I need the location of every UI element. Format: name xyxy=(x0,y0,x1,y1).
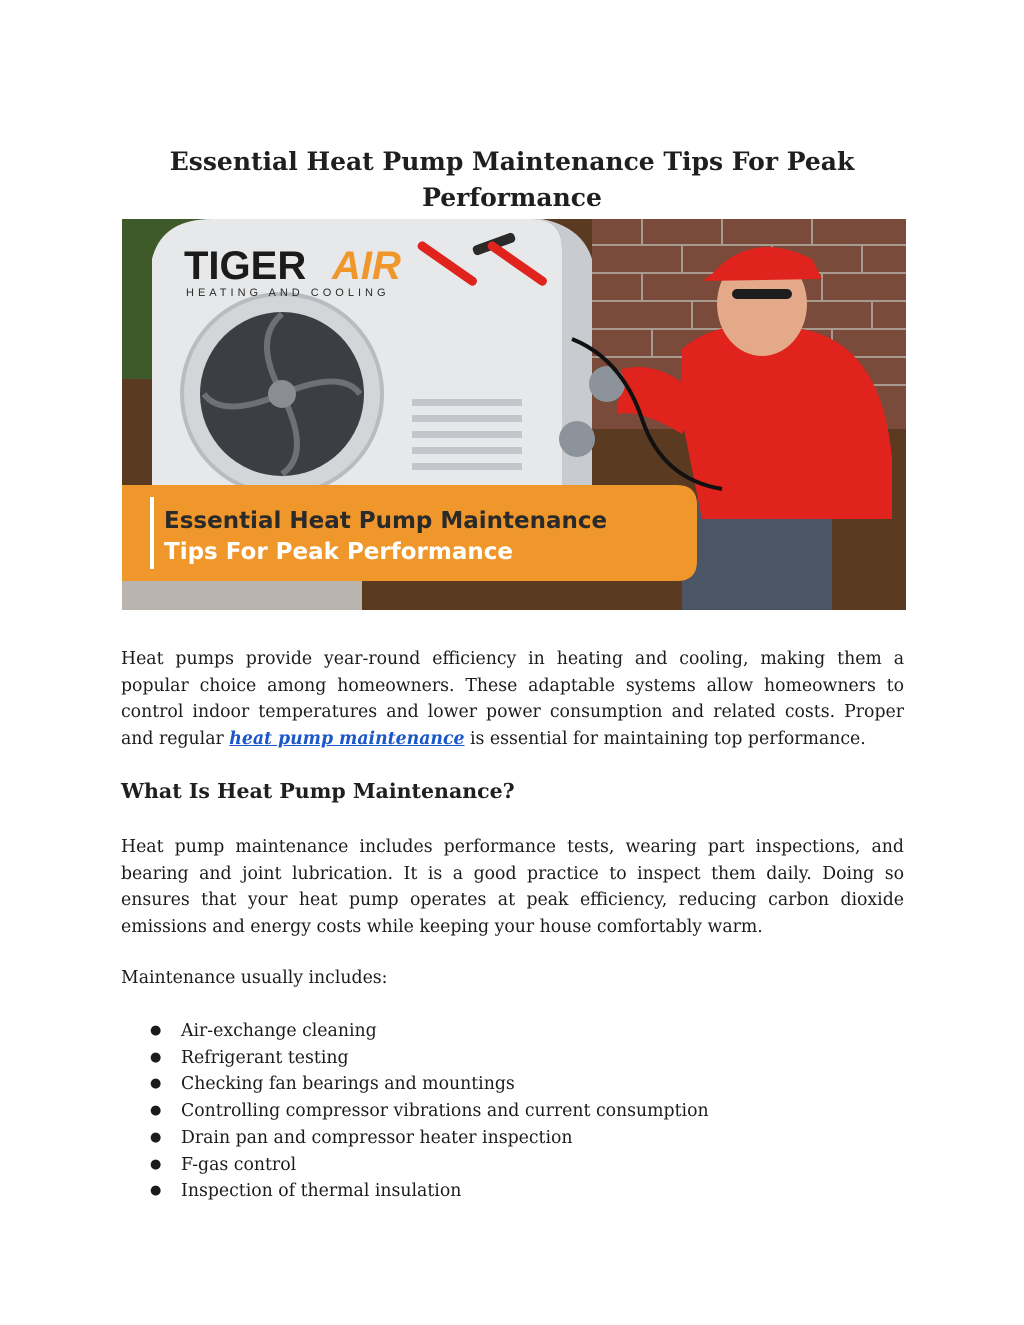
list-item-text: Refrigerant testing xyxy=(181,1047,349,1068)
bullet-icon: ● xyxy=(150,1103,162,1119)
logo-tagline: HEATING AND COOLING xyxy=(186,287,390,299)
intro-text-after: is essential for maintaining top performance. xyxy=(464,728,866,749)
logo-air-text: AIR xyxy=(332,244,401,288)
list-item xyxy=(150,1125,709,1152)
document-title: Essential Heat Pump Maintenance Tips For Peak Performance xyxy=(169,147,855,212)
hero-image xyxy=(122,219,906,610)
list-item-text: Controlling compressor vibrations and current consumption xyxy=(181,1101,709,1122)
list-item xyxy=(150,1178,709,1205)
list-item-text: F-gas control xyxy=(181,1154,297,1175)
banner-line-1: Essential Heat Pump Maintenance xyxy=(164,508,608,534)
company-logo xyxy=(184,244,401,299)
bullet-icon: ● xyxy=(150,1023,162,1038)
bullet-icon: ● xyxy=(150,1129,162,1145)
intro-paragraph xyxy=(121,646,904,752)
list-intro: Maintenance usually includes: xyxy=(121,968,388,988)
list-item-text: Checking fan bearings and mountings xyxy=(181,1074,515,1095)
intro-text-before: Heat pumps provide year-round efficiency in heating and cooling, making them a popular choice among homeowners. These adaptable systems allow homeowners to control indoor temperatures and lower power consumption and related costs. Proper and regular xyxy=(121,649,904,749)
logo-tiger-text: TIGER xyxy=(184,244,307,288)
list-item xyxy=(150,1152,709,1179)
list-item-text: Drain pan and compressor heater inspection xyxy=(181,1127,573,1148)
list-item xyxy=(150,1098,709,1125)
list-item xyxy=(150,1045,709,1072)
banner-line-2: Tips For Peak Performance xyxy=(164,539,513,565)
title-banner xyxy=(122,485,697,581)
list-item-text: Inspection of thermal insulation xyxy=(181,1181,462,1202)
bullet-icon: ● xyxy=(150,1156,162,1172)
list-item xyxy=(150,1018,709,1045)
section-heading: What Is Heat Pump Maintenance? xyxy=(121,779,515,803)
list-item xyxy=(150,1071,709,1098)
bullet-icon: ● xyxy=(150,1076,162,1092)
heat-pump-maintenance-link[interactable]: heat pump maintenance xyxy=(229,728,465,749)
list-item-text: Air-exchange cleaning xyxy=(181,1021,377,1041)
maintenance-list xyxy=(150,1018,709,1205)
bullet-icon: ● xyxy=(150,1183,162,1199)
bullet-icon: ● xyxy=(150,1049,162,1065)
section-body: Heat pump maintenance includes performance tests, wearing part inspections, and bearing and joint lubrication. It is a good practice to inspect them daily. Doing so ensures that your heat pump operates at peak efficiency, reducing carbon dioxide emissions and energy costs while keeping your house comfortably warm. xyxy=(121,837,904,937)
